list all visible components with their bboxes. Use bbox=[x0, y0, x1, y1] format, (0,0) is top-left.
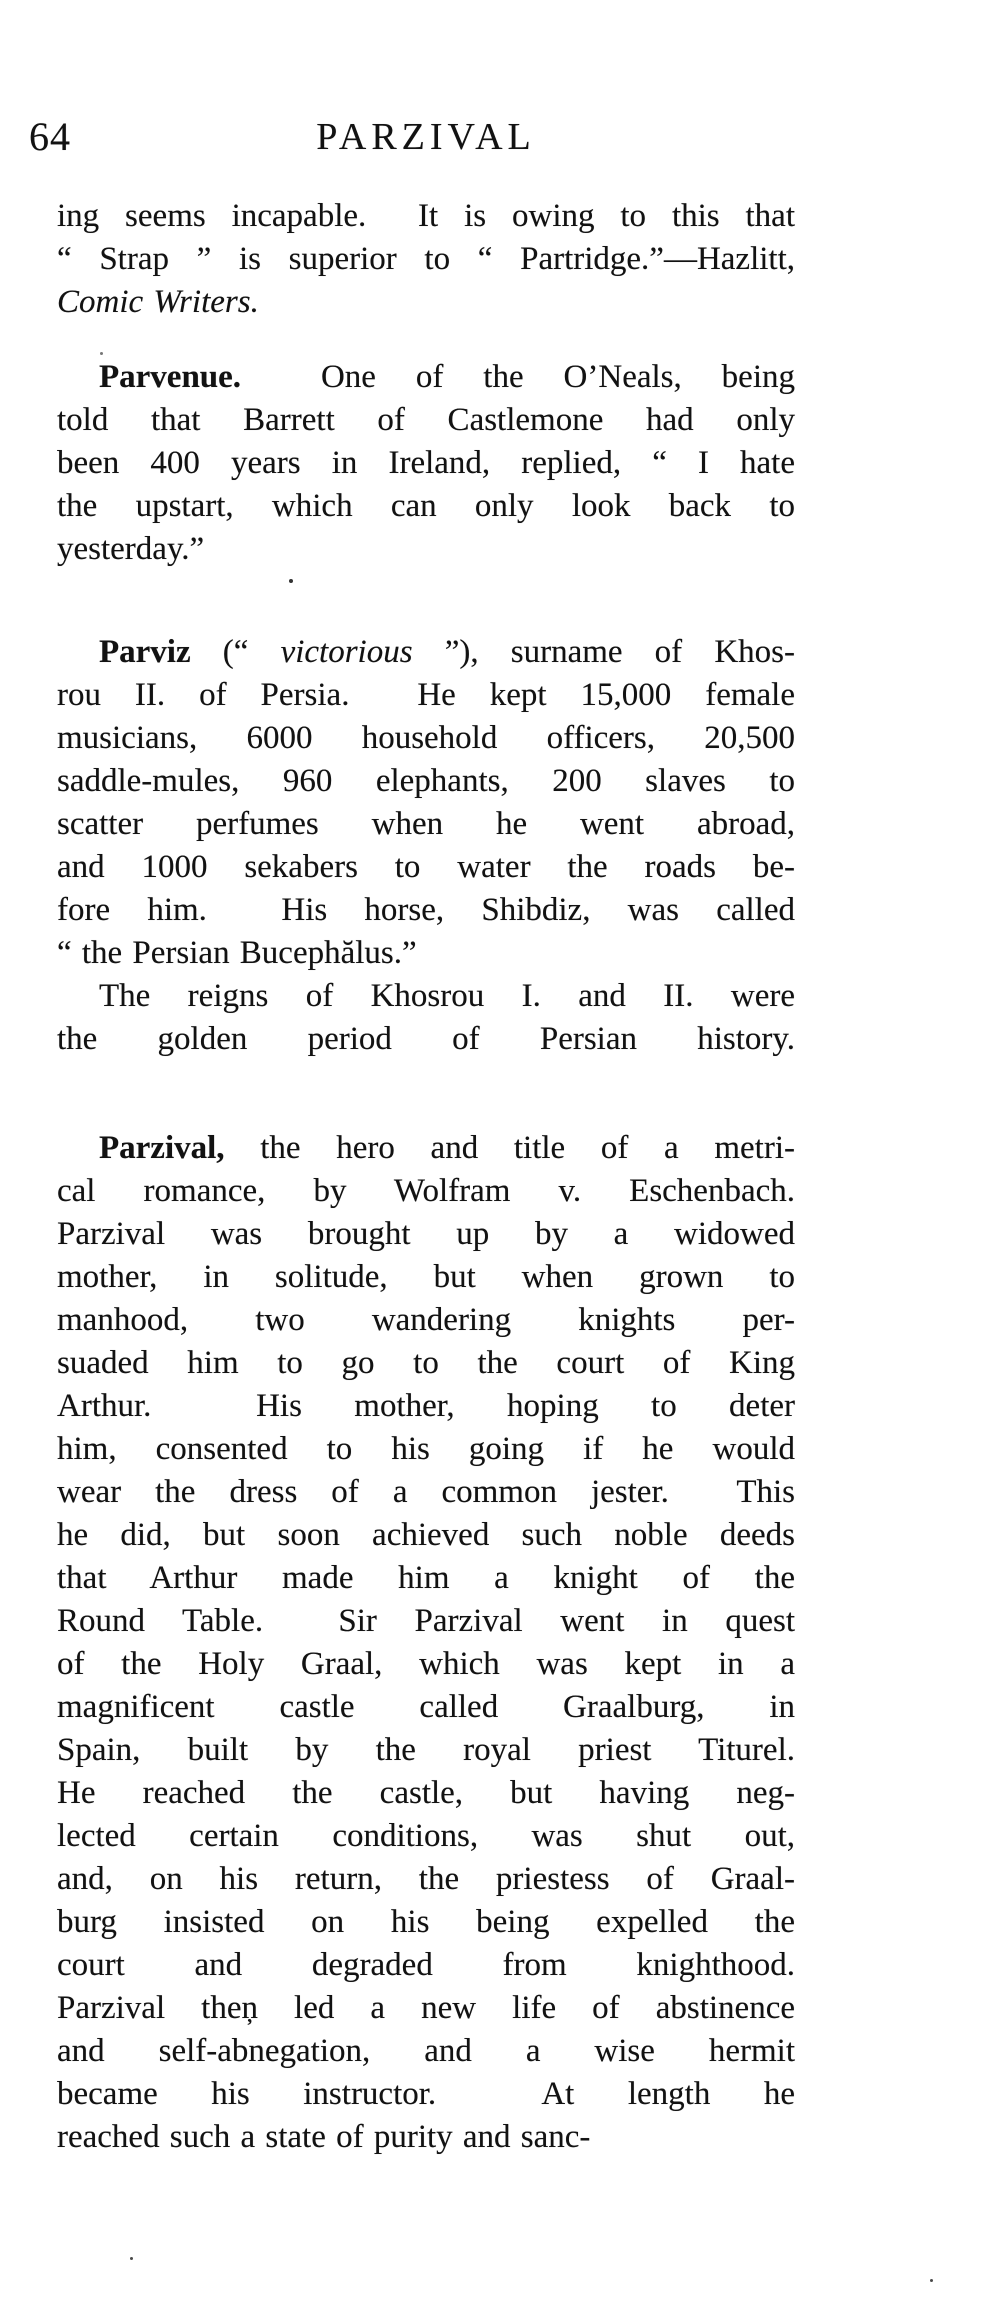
text-line: court and degraded from knighthood. bbox=[57, 1947, 795, 1983]
entry-word: Parvenue. bbox=[99, 359, 242, 395]
running-header-title: PARZIVAL bbox=[316, 116, 536, 158]
text-run: the hero and title of a metri- bbox=[224, 1130, 795, 1166]
text-line: Round Table. Sir Parzival went in quest bbox=[57, 1603, 795, 1639]
text-line: saddle-mules, 960 elephants, 200 slaves to bbox=[57, 763, 795, 799]
text-line: burg insisted on his being expelled the bbox=[57, 1904, 795, 1940]
text-line: the upstart, which can only look back to bbox=[57, 488, 795, 524]
text-line: and, on his return, the priestess of Graal- bbox=[57, 1861, 795, 1897]
text-line: ing seems incapable. It is owing to this that bbox=[57, 198, 795, 234]
scan-speck bbox=[130, 2257, 133, 2260]
text-line: lected certain conditions, was shut out, bbox=[57, 1818, 795, 1854]
page-number: 64 bbox=[29, 114, 71, 159]
text-line: musicians, 6000 household officers, 20,500 bbox=[57, 720, 795, 756]
paragraph-hazlitt-quote-end bbox=[57, 195, 795, 324]
scan-speck bbox=[289, 579, 293, 583]
text-line: manhood, two wandering knights per- bbox=[57, 1302, 795, 1338]
text-line: wear the dress of a common jester. This bbox=[57, 1474, 795, 1510]
text-line: the golden period of Persian history. bbox=[57, 1021, 795, 1057]
scan-speck bbox=[100, 352, 103, 355]
text-line: He reached the castle, but having neg- bbox=[57, 1775, 795, 1811]
paragraph-parviz-entry bbox=[57, 631, 795, 1061]
entry-word: Parviz bbox=[99, 634, 191, 670]
text-line: scatter perfumes when he went abroad, bbox=[57, 806, 795, 842]
text-run: One of the O’Neals, being bbox=[241, 359, 795, 395]
text-line: him, consented to his going if he would bbox=[57, 1431, 795, 1467]
text-line: Parzival was brought up by a widowed bbox=[57, 1216, 795, 1252]
page-header-row bbox=[0, 112, 1000, 162]
text-line: and self-abnegation, and a wise hermit bbox=[57, 2033, 795, 2069]
text-line: The reigns of Khosrou I. and II. were bbox=[99, 978, 795, 1014]
text-line: mother, in solitude, but when grown to bbox=[57, 1259, 795, 1295]
text-run: ”), surname of Khos- bbox=[412, 634, 795, 670]
text-line: of the Holy Graal, which was kept in a bbox=[57, 1646, 795, 1682]
text-line: yesterday.” bbox=[57, 531, 205, 567]
text-line: Arthur. His mother, hoping to deter bbox=[57, 1388, 795, 1424]
text-line: told that Barrett of Castlemone had only bbox=[57, 402, 795, 438]
text-line: he did, but soon achieved such noble deeds bbox=[57, 1517, 795, 1553]
paragraph-parzival-entry bbox=[57, 1127, 795, 2159]
text-line: Parzival theņ led a new life of abstinence bbox=[57, 1990, 795, 2026]
text-line: “ Strap ” is superior to “ Partridge.”—Hazlitt, bbox=[57, 241, 795, 277]
text-line: reached such a state of purity and sanc- bbox=[57, 2119, 591, 2155]
text-line: Comic Writers. bbox=[57, 284, 259, 320]
text-line bbox=[57, 631, 795, 674]
text-line: suaded him to go to the court of King bbox=[57, 1345, 795, 1381]
scan-speck bbox=[930, 2279, 933, 2282]
text-line bbox=[57, 356, 795, 399]
text-line: that Arthur made him a knight of the bbox=[57, 1560, 795, 1596]
text-line: rou II. of Persia. He kept 15,000 female bbox=[57, 677, 795, 713]
paragraph-parvenue-entry bbox=[57, 356, 795, 571]
entry-word: Parzival, bbox=[99, 1130, 225, 1166]
text-line: became his instructor. At length he bbox=[57, 2076, 795, 2112]
text-line bbox=[57, 1127, 795, 1170]
text-line: Spain, built by the royal priest Titurel. bbox=[57, 1732, 795, 1768]
text-line: been 400 years in Ireland, replied, “ I hate bbox=[57, 445, 795, 481]
text-line: “ the Persian Bucephălus.” bbox=[57, 935, 417, 971]
text-line: cal romance, by Wolfram v. Eschenbach. bbox=[57, 1173, 795, 1209]
text-run: (“ bbox=[190, 634, 281, 670]
text-line: and 1000 sekabers to water the roads be- bbox=[57, 849, 795, 885]
text-line: magnificent castle called Graalburg, in bbox=[57, 1689, 795, 1725]
text-run-italic: victorious bbox=[280, 634, 413, 670]
text-line: fore him. His horse, Shibdiz, was called bbox=[57, 892, 795, 928]
